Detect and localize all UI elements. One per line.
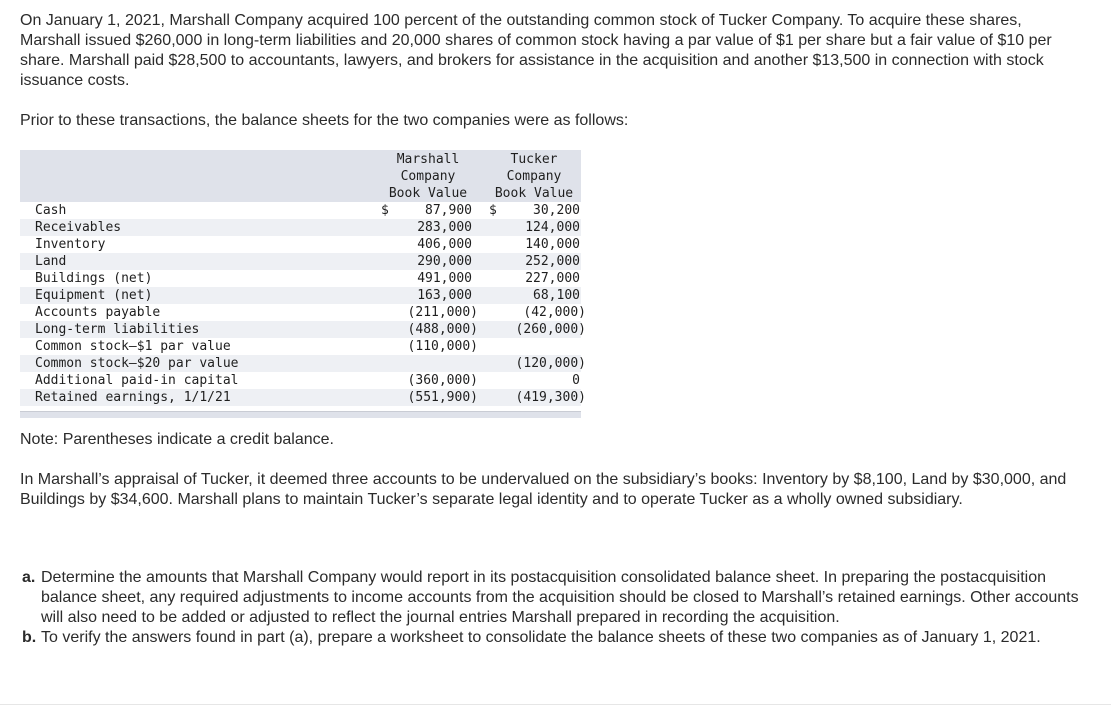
row-label: Receivables — [35, 220, 122, 235]
row-label: Equipment (net) — [35, 288, 153, 303]
bottom-divider — [0, 704, 1111, 705]
appraisal-paragraph: In Marshall’s appraisal of Tucker, it deemed three accounts to be undervalued on the subsidiary’s books: Inventory by $8,100, Land by $30,000, and Buildings by $34,600. Marshall plans to maintain Tucker’s separate legal identity and to operate Tucker as a wholly owned subsidiary. — [20, 471, 1067, 508]
tucker-value: (260,000) — [515, 322, 586, 337]
tucker-value: 140,000 — [525, 237, 580, 252]
tucker-value: (42,000) — [523, 305, 586, 320]
question-letter: a. — [22, 569, 36, 586]
tucker-header-line-3: Book Value — [494, 186, 574, 201]
prior-balance-sheets-intro: Prior to these transactions, the balance sheets for the two companies were as follows: — [20, 112, 629, 129]
table-row — [20, 236, 581, 253]
question-text: To verify the answers found in part (a), prepare a worksheet to consolidate the balance sheets of these two companies as of January 1, 2021. — [41, 629, 1041, 646]
row-label: Common stock—$1 par value — [35, 339, 231, 354]
tucker-value: (419,300) — [515, 390, 586, 405]
table-row — [20, 270, 581, 287]
tucker-value: 68,100 — [533, 288, 580, 303]
tucker-value: 124,000 — [525, 220, 580, 235]
table-row — [20, 287, 581, 304]
tucker-header-line-1: Tucker — [510, 152, 558, 167]
currency-symbol: $ — [489, 203, 497, 218]
table-row — [20, 202, 581, 219]
row-label: Buildings (net) — [35, 271, 153, 286]
problem-intro-paragraph: On January 1, 2021, Marshall Company acquired 100 percent of the outstanding common stock of Tucker Company. To acquire these shares, Marshall issued $260,000 in long-term liabilities and 20,000 shares of common stock having a par value of $1 per share but a fair value of $10 per share. Marshall paid $28,500 to accountants, lawyers, and brokers for assistance in the acquisition and another $13,500 in connection with stock issuance costs. — [20, 12, 1052, 89]
marshall-value: 283,000 — [417, 220, 472, 235]
row-label: Inventory — [35, 237, 106, 252]
row-label: Cash — [35, 203, 67, 218]
marshall-header-line-2: Company — [400, 169, 456, 184]
marshall-value: (360,000) — [407, 373, 478, 388]
marshall-value: 163,000 — [417, 288, 472, 303]
tucker-value: (120,000) — [515, 356, 586, 371]
marshall-value: 491,000 — [417, 271, 472, 286]
marshall-header-line-1: Marshall — [396, 152, 460, 167]
balance-sheet-table — [20, 150, 586, 418]
table-row — [20, 355, 586, 372]
credit-balance-note: Note: Parentheses indicate a credit balance. — [20, 431, 334, 448]
row-label: Accounts payable — [35, 305, 161, 320]
balance-sheet-header — [20, 150, 581, 202]
tucker-value: 252,000 — [525, 254, 580, 269]
marshall-value: (551,900) — [407, 390, 478, 405]
row-label: Land — [35, 254, 67, 269]
marshall-value: (488,000) — [407, 322, 478, 337]
tucker-value: 30,200 — [533, 203, 580, 218]
tucker-column-header — [490, 151, 578, 202]
table-row — [20, 389, 586, 406]
questions-list — [22, 568, 1082, 648]
question-a — [22, 568, 1082, 628]
question-text: Determine the amounts that Marshall Company would report in its postacquisition consolidated balance sheet. In preparing the postacquisition balance sheet, any required adjustments to income accounts from the acquisition should be closed to Marshall’s retained earnings. Other accounts will also need to be added or adjusted to reflect the journal entries Marshall prepared in recording the acquisition. — [41, 569, 1079, 626]
table-row — [20, 321, 586, 338]
marshall-value: (110,000) — [407, 339, 478, 354]
row-label: Retained earnings, 1/1/21 — [35, 390, 231, 405]
table-row — [20, 338, 581, 355]
table-row — [20, 219, 581, 236]
marshall-column-header — [380, 151, 476, 202]
marshall-value: 406,000 — [417, 237, 472, 252]
table-row — [20, 304, 586, 321]
table-footer-bar — [20, 411, 581, 418]
row-label: Long-term liabilities — [35, 322, 200, 337]
table-row — [20, 253, 581, 270]
row-label: Common stock—$20 par value — [35, 356, 239, 371]
tucker-header-line-2: Company — [506, 169, 562, 184]
marshall-value: (211,000) — [407, 305, 478, 320]
table-row — [20, 372, 581, 389]
currency-symbol: $ — [381, 203, 389, 218]
row-label: Additional paid-in capital — [35, 373, 239, 388]
marshall-value: 87,900 — [425, 203, 472, 218]
question-b — [22, 628, 1082, 648]
tucker-value: 0 — [572, 373, 580, 388]
question-letter: b. — [22, 629, 37, 646]
marshall-header-line-3: Book Value — [388, 186, 468, 201]
tucker-value: 227,000 — [525, 271, 580, 286]
marshall-value: 290,000 — [417, 254, 472, 269]
